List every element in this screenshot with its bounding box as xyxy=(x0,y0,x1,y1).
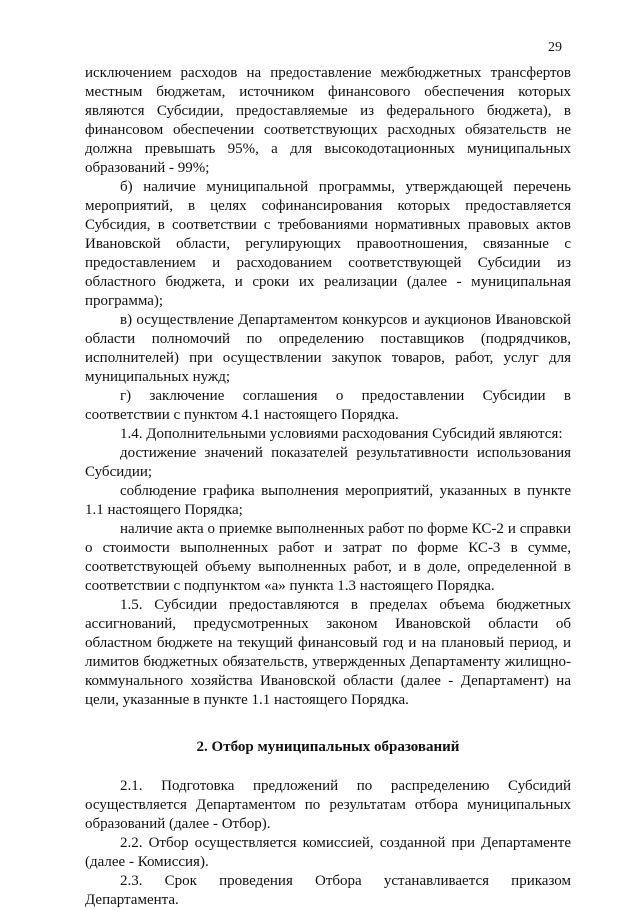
paragraph-indicators: достижение значений показателей результативности использования Субсидии; xyxy=(85,445,571,480)
paragraph-condition-g: г) заключение соглашения о предоставлении Субсидии в соответствии с пунктом 4.1 настоящего Порядка. xyxy=(85,388,571,423)
paragraph-acts: наличие акта о приемке выполненных работ по форме КС-2 и справки о стоимости выполненных работ и затрат по форме КС-3 в сумме, соответствующей объему выполненных работ, и в доле, определенной в соответствии с подпунктом «а» пункта 1.3 настоящего Порядка. xyxy=(85,521,571,594)
section-title: 2. Отбор муниципальных образований xyxy=(196,739,460,755)
paragraph-funding-share: исключением расходов на предоставление межбюджетных трансфертов местным бюджетам, источником финансового обеспечения которых являются Субсидии, предоставляемые из федерального бюджета), в финансовом обеспечении соответствующих расходных обязательств не должна превышать 95%, а для высокодотационных муниципальных образований - 99%; xyxy=(85,65,571,176)
paragraph-condition-b: б) наличие муниципальной программы, утверждающей перечень мероприятий, в целях софинансирования которых предоставляется Субсидия, в соответствии с требованиями нормативных правовых актов Ивановской области, регулирующих правоотношения, связанные с предоставлением и расходованием соответствующей Субсидии из областного бюджета, и сроки их реализации (далее - муниципальная программа); xyxy=(85,179,571,309)
page-number: 29 xyxy=(548,40,562,55)
paragraph-schedule: соблюдение графика выполнения мероприятий, указанных в пункте 1.1 настоящего Порядка; xyxy=(85,483,571,518)
paragraph-2-2: 2.2. Отбор осуществляется комиссией, созданной при Департаменте (далее - Комиссия). xyxy=(85,835,571,870)
paragraph-2-1: 2.1. Подготовка предложений по распределению Субсидий осуществляется Департаментом по результатам отбора муниципальных образований (далее - Отбор). xyxy=(85,778,571,832)
paragraph-2-3: 2.3. Срок проведения Отбора устанавливается приказом Департамента. xyxy=(85,873,571,908)
paragraph-condition-v: в) осуществление Департаментом конкурсов и аукционов Ивановской области полномочий по определению поставщиков (подрядчиков, исполнителей) при осуществлении закупок товаров, работ, услуг для муниципальных нужд; xyxy=(85,312,571,385)
paragraph-1-4: 1.4. Дополнительными условиями расходования Субсидий являются: xyxy=(120,426,563,442)
paragraph-1-5: 1.5. Субсидии предоставляются в пределах объема бюджетных ассигнований, предусмотренных законом Ивановской области об областном бюджете на текущий финансовый год и на плановый период, и лимитов бюджетных обязательств, утвержденных Департаменту жилищно-коммунального хозяйства Ивановской области (далее - Департамент) на цели, указанные в пункте 1.1 настоящего Порядка. xyxy=(85,597,571,708)
document-body xyxy=(85,64,571,910)
